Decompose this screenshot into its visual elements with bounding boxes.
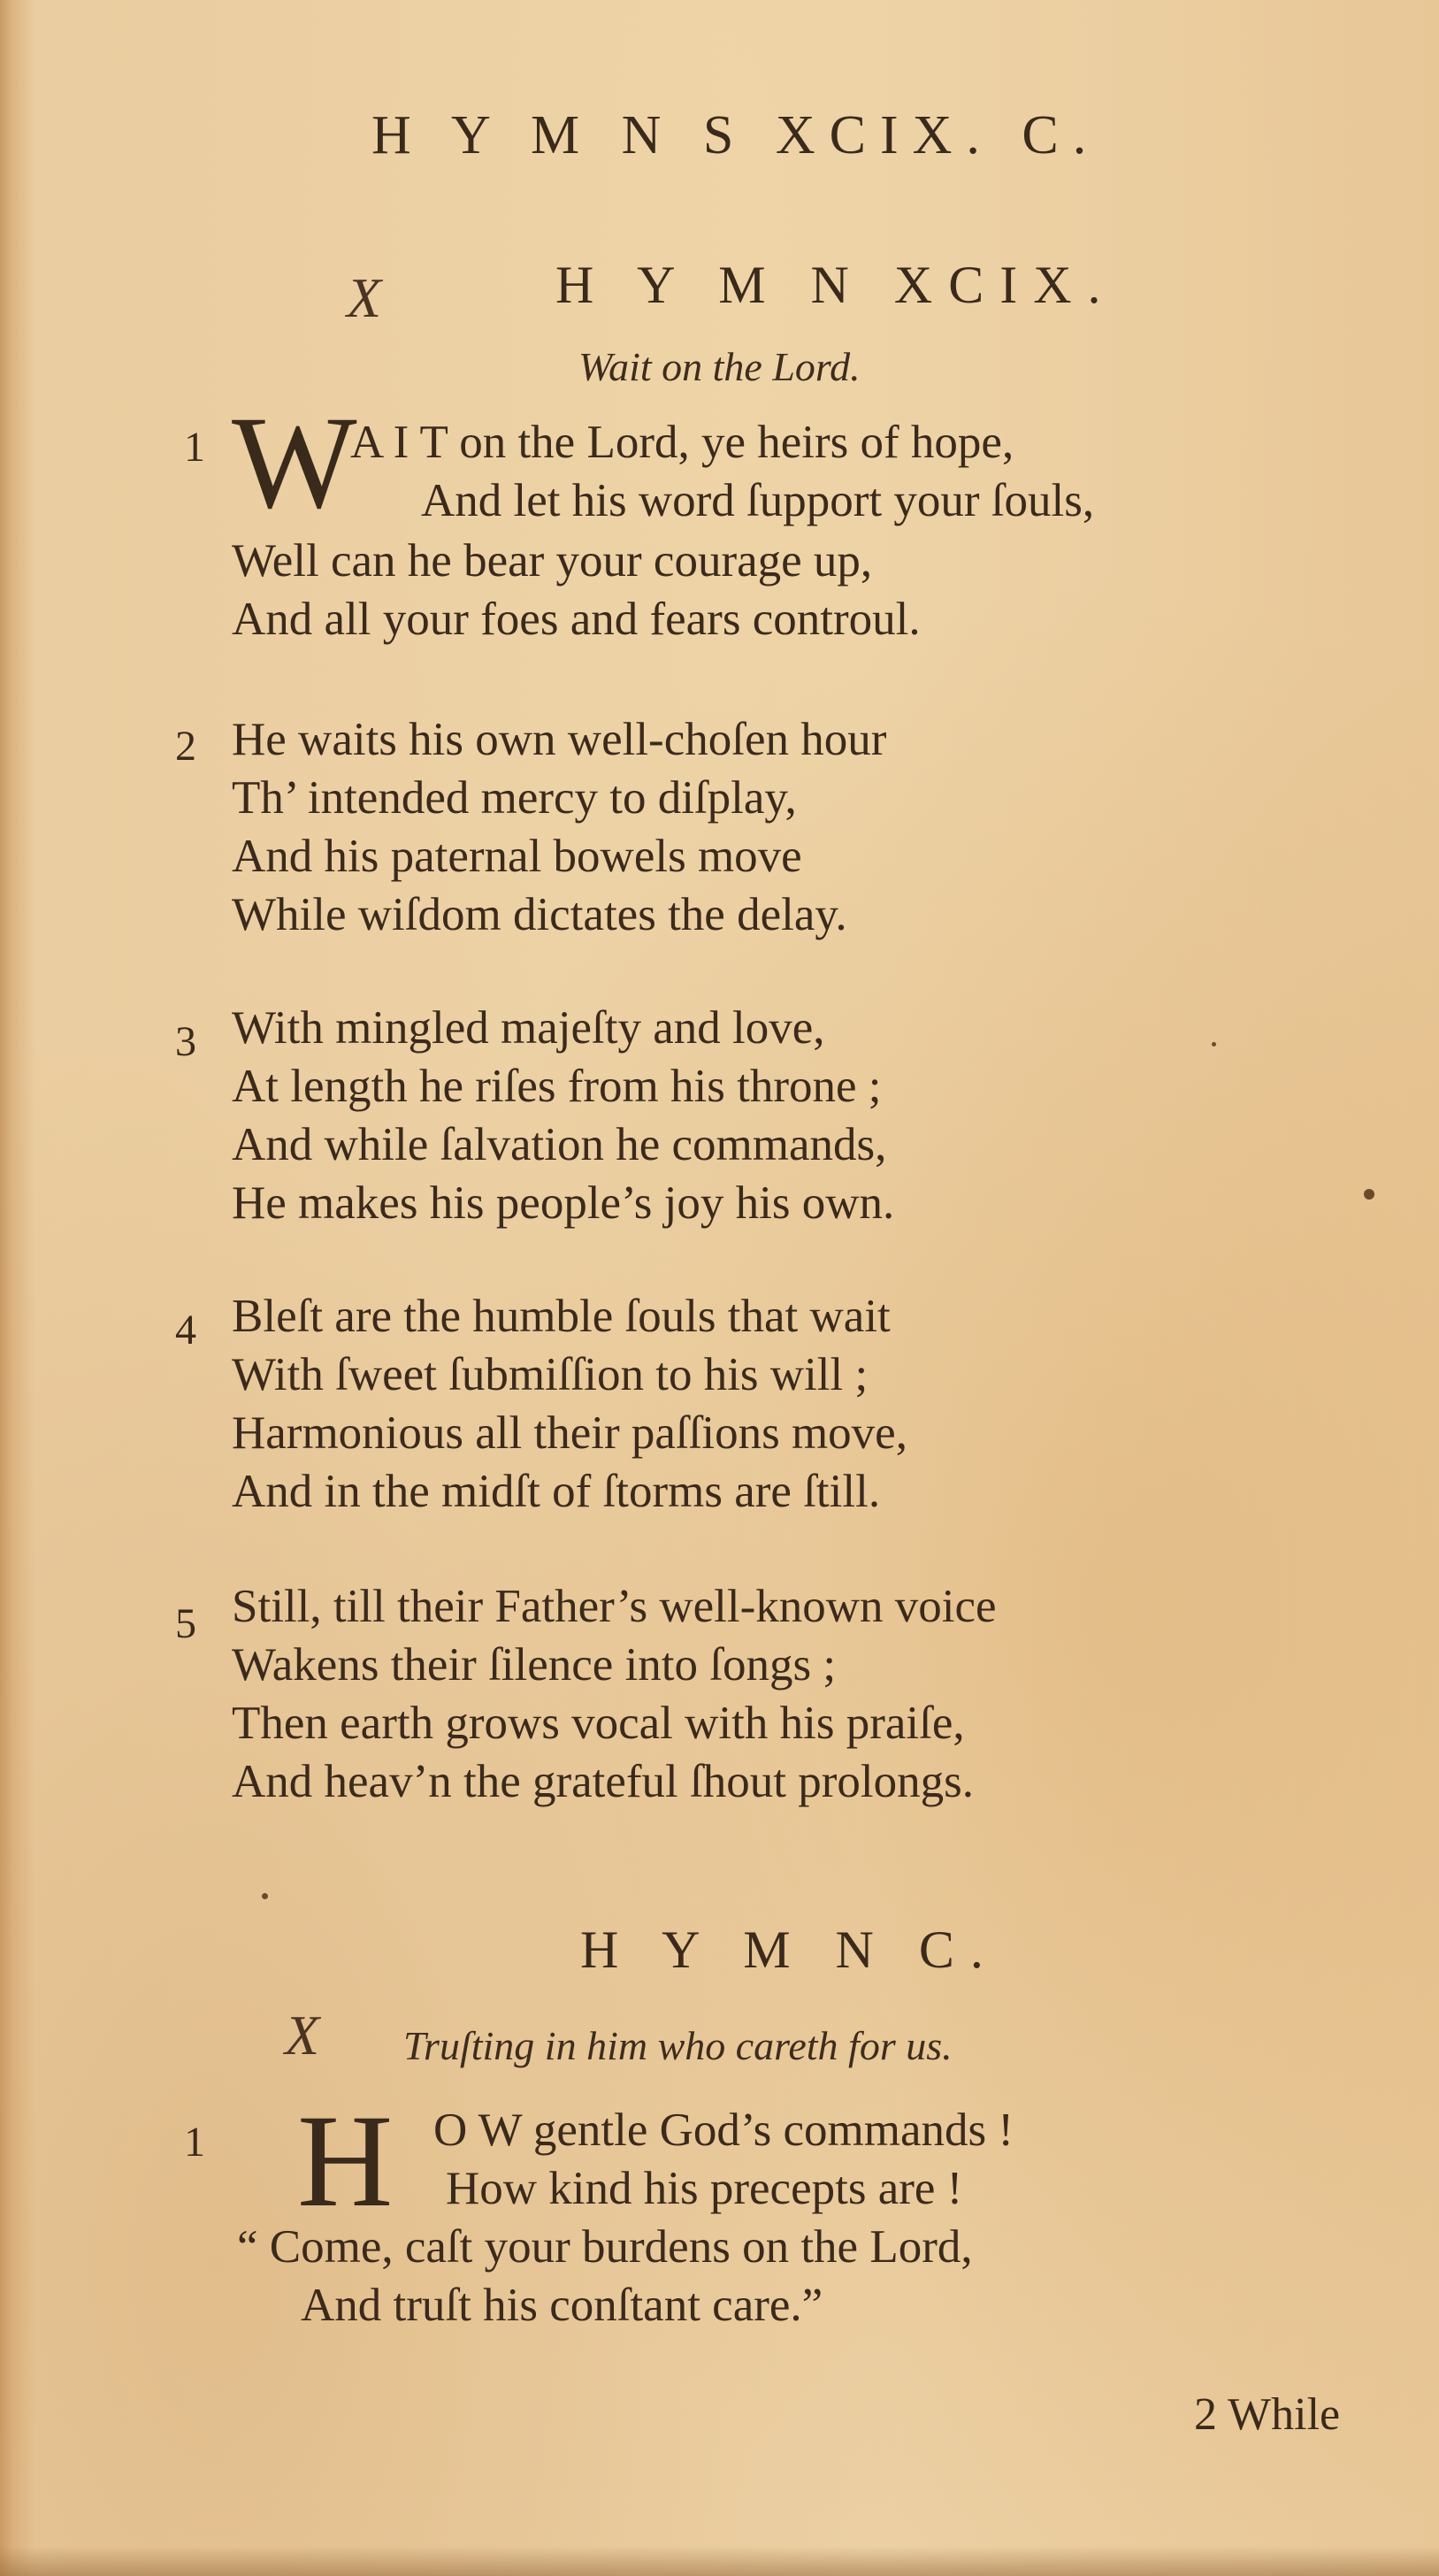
hymn-c-subtitle: Truſting in him who careth for us. [403,2023,953,2068]
stanza-number: 5 [175,1600,196,1647]
hymn-c-heading: H Y M N C. [580,1920,999,1979]
verse-line: And truſt his conſtant care.” [301,2280,823,2331]
verse-line: Harmonious all their paſſions move, [232,1407,907,1459]
hymn-xcix-subtitle: Wait on the Lord. [578,344,861,389]
ink-speck [1212,1042,1216,1046]
ink-speck [1364,1189,1374,1200]
verse-line: And while ſalvation he commands, [232,1119,887,1170]
verse-line: With ſweet ſubmiſſion to his will ; [232,1349,869,1400]
verse-line: At length he riſes from his throne ; [232,1061,882,1112]
stanza-number: 1 [184,424,205,471]
stanza-number: 2 [175,723,196,770]
stanza-number: 1 [184,2119,205,2166]
page-edge-shadow [0,2546,1439,2576]
dropcap-w: W [232,389,357,536]
verse-line: He makes his people’s joy his own. [232,1177,895,1229]
stanza-number: 3 [175,1018,196,1065]
verse-line: “ Come, caſt your burdens on the Lord, [237,2221,973,2273]
verse-line: Then earth grows vocal with his praiſe, [232,1698,965,1749]
stanza-number: 4 [175,1307,196,1353]
verse-line: A I T on the Lord, ye heirs of hope, [350,417,1014,468]
verse-line: And all your foes and fears controul. [232,594,921,645]
hymn-xcix-heading: H Y M N XCIX. [555,256,1117,314]
hymn-c-pencil-mark: X [285,2004,320,2066]
verse-line: Well can he bear your courage up, [232,535,873,586]
verse-line: And his paternal bowels move [232,831,802,882]
verse-line: O W gentle God’s commands ! [433,2104,1014,2156]
verse-line: Wakens their ſilence into ſongs ; [232,1639,837,1690]
verse-line: While wiſdom dictates the delay. [232,889,847,940]
verse-line: Still, till their Father’s well-known voice [232,1581,997,1632]
verse-line: And heav’n the grateful ſhout prolongs. [232,1756,974,1807]
verse-line: With mingled majeſty and love, [232,1002,825,1054]
verse-line: Th’ intended mercy to diſplay, [232,772,797,824]
catchword: 2 While [1194,2389,1341,2440]
verse-line: Bleſt are the humble ſouls that wait [232,1291,891,1342]
hymn-xcix-pencil-mark: X [347,266,382,329]
verse-line: And let his word ſupport your ſouls, [421,475,1095,526]
ink-speck [262,1893,268,1899]
verse-line: How kind his precepts are ! [446,2163,963,2214]
running-head: H Y M N S XCIX. C. [371,105,1101,165]
verse-line: He waits his own well-choſen hour [232,714,887,765]
verse-line: And in the midſt of ſtorms are ſtill. [232,1466,881,1517]
dropcap-h: H [297,2088,394,2235]
